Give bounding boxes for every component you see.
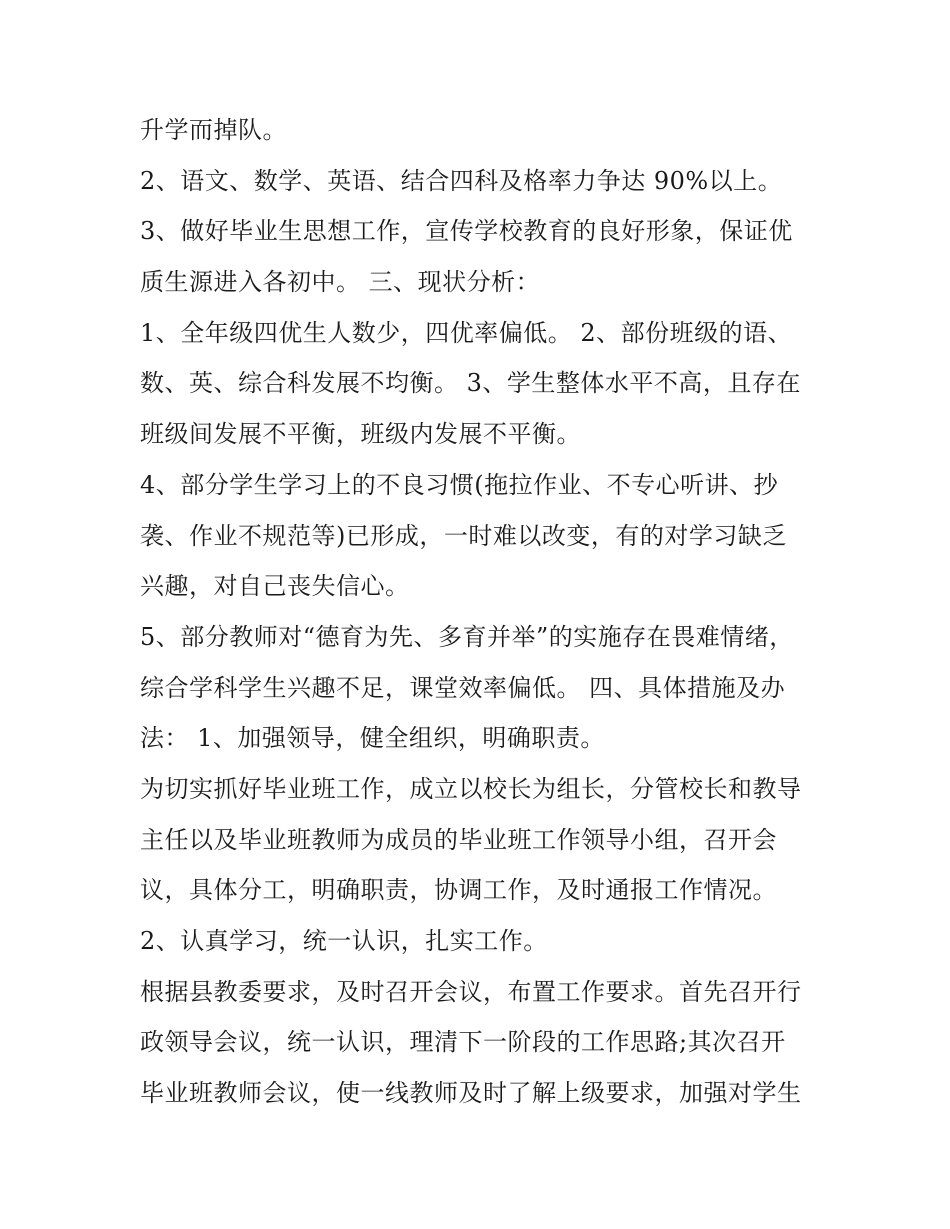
document-body [140,105,820,1119]
text-line: 袭、作业不规范等)已形成，一时难以改变，有的对学习缺乏 [140,521,787,550]
text-line: 班级间发展不平衡，班级内发展不平衡。 [140,420,581,449]
text-line: 议，具体分工，明确职责，协调工作，及时通报工作情况。 [140,876,777,905]
text-line: 质生源进入各初中。 三、现状分析： [140,268,541,297]
text-line: 2、语文、数学、英语、结合四科及格率力争达 90%以上。 [140,166,783,195]
text-line: 根据县教委要求，及时召开会议，布置工作要求。首先召开行 [140,977,802,1006]
text-line: 5、部分教师对“德育为先、多育并举”的实施存在畏难情绪， [140,622,794,651]
text-line: 数、英、综合科发展不均衡。 3、学生整体水平不高，且存在 [140,369,801,398]
text-line: 主任以及毕业班教师为成员的毕业班工作领导小组，召开会 [140,825,777,854]
text-line: 1、全年级四优生人数少，四优率偏低。 2、部份班级的语、 [140,318,793,347]
text-line: 毕业班教师会议，使一线教师及时了解上级要求，加强对学生 [140,1079,802,1108]
text-line: 4、部分学生学习上的不良习惯(拖拉作业、不专心听讲、抄 [140,470,779,499]
text-line: 综合学科学生兴趣不足，课堂效率偏低。 四、具体措施及办 [140,673,786,702]
text-line: 法： 1、加强领导，健全组织，明确职责。 [140,724,605,753]
text-line: 为切实抓好毕业班工作，成立以校长为组长，分管校长和教导 [140,774,802,803]
text-line: 3、做好毕业生思想工作，宣传学校教育的良好形象，保证优 [140,217,793,246]
text-line: 兴趣，对自己丧失信心。 [140,572,410,601]
text-line: 2、认真学习，统一认识，扎实工作。 [140,927,548,955]
text-line: 升学而掉队。 [140,116,287,144]
text-line: 政领导会议，统一认识，理清下一阶段的工作思路;其次召开 [140,1028,786,1057]
